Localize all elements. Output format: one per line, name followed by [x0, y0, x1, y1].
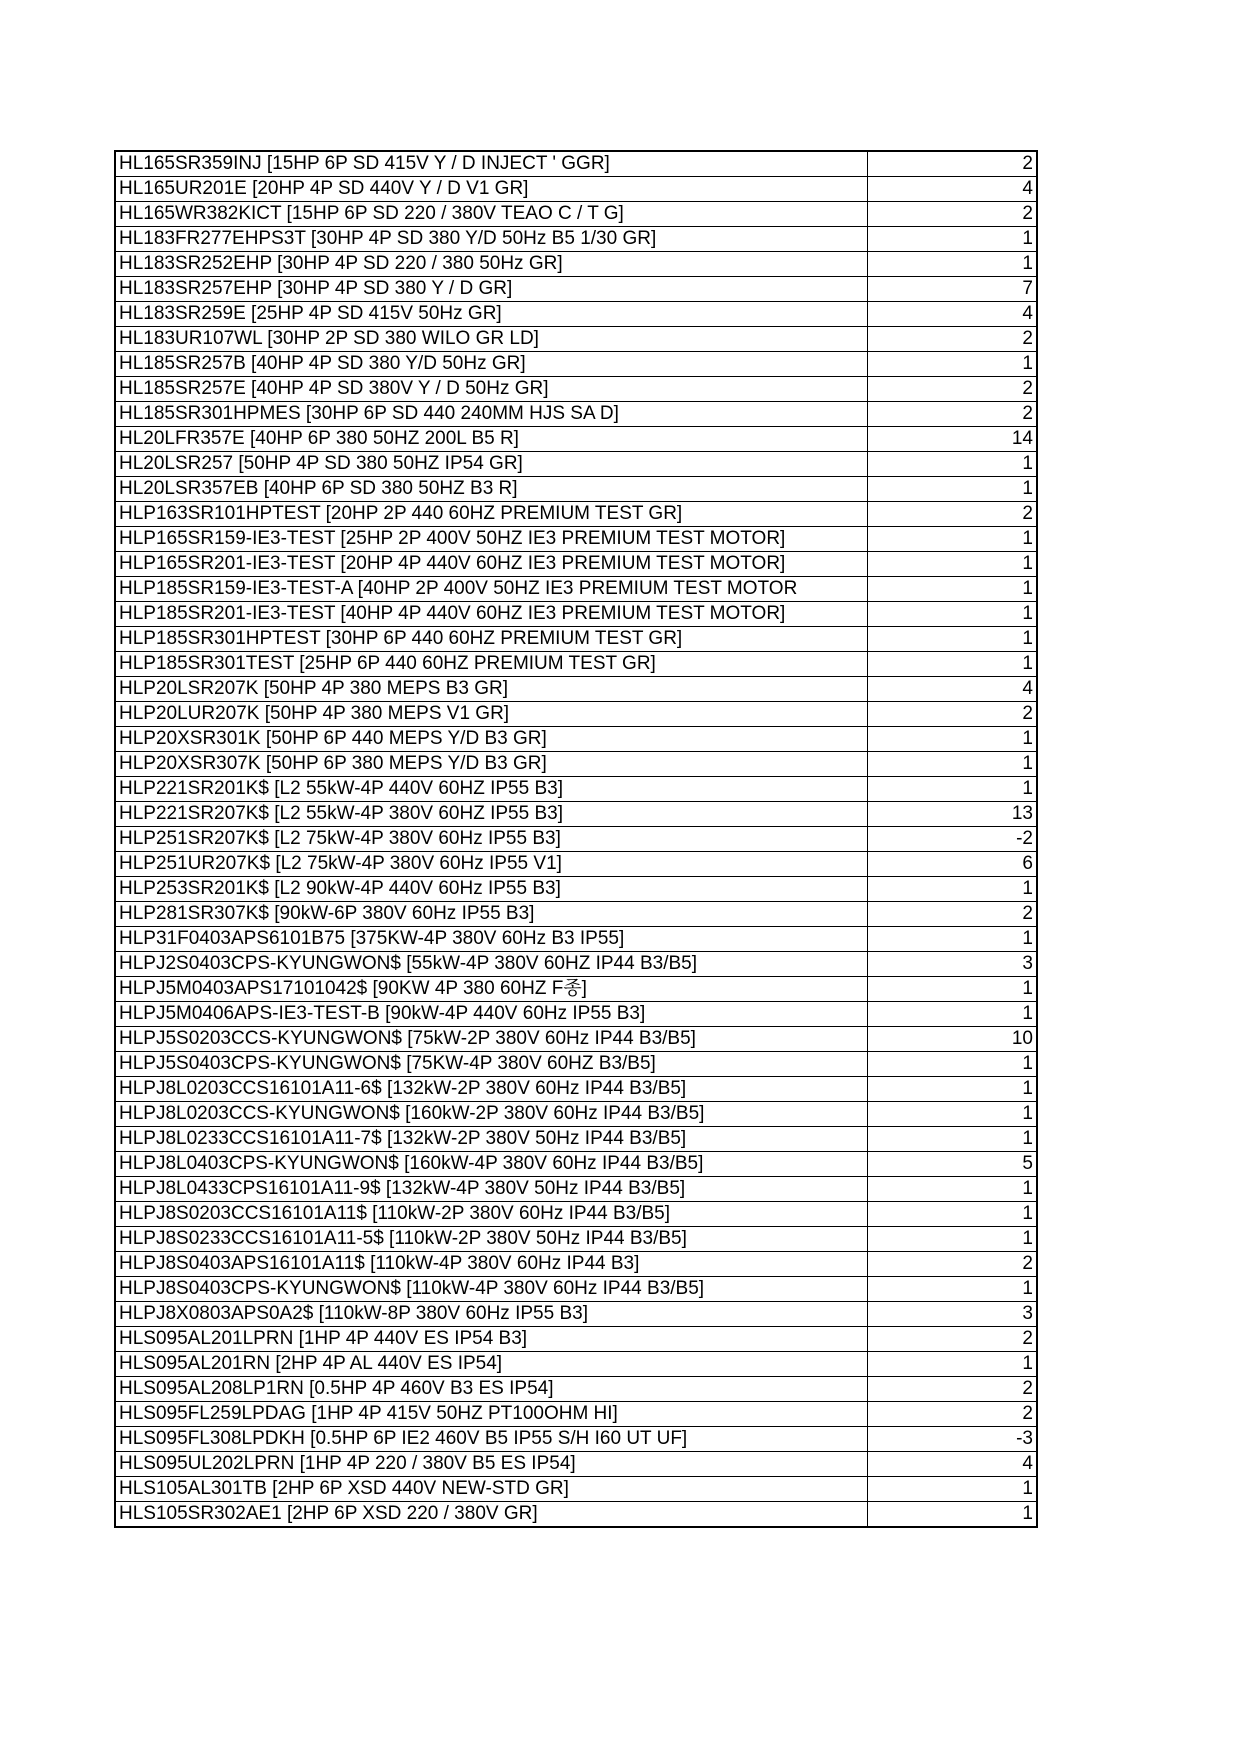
- quantity-cell: 10: [867, 1027, 1037, 1052]
- table-row: [115, 227, 1037, 252]
- item-description-cell: HLP185SR301TEST [25HP 6P 440 60HZ PREMIUM TEST GR]: [115, 652, 867, 677]
- table-row: [115, 977, 1037, 1002]
- table-row: [115, 1427, 1037, 1452]
- table-row: [115, 151, 1037, 177]
- table-row: [115, 1077, 1037, 1102]
- item-description-cell: HLPJ8L0203CCS16101A11-6$ [132kW-2P 380V 60Hz IP44 B3/B5]: [115, 1077, 867, 1102]
- item-description-cell: HL185SR257B [40HP 4P SD 380 Y/D 50Hz GR]: [115, 352, 867, 377]
- quantity-cell: 1: [867, 1202, 1037, 1227]
- item-description-cell: HLP251SR207K$ [L2 75kW-4P 380V 60Hz IP55 B3]: [115, 827, 867, 852]
- table-row: [115, 1277, 1037, 1302]
- table-row: [115, 177, 1037, 202]
- table-row: [115, 452, 1037, 477]
- item-description-cell: HLP185SR201-IE3-TEST [40HP 4P 440V 60HZ IE3 PREMIUM TEST MOTOR]: [115, 602, 867, 627]
- quantity-cell: 14: [867, 427, 1037, 452]
- table-row: [115, 527, 1037, 552]
- quantity-cell: 1: [867, 877, 1037, 902]
- table-row: [115, 827, 1037, 852]
- quantity-cell: 1: [867, 1127, 1037, 1152]
- item-description-cell: HLP20LUR207K [50HP 4P 380 MEPS V1 GR]: [115, 702, 867, 727]
- table-row: [115, 802, 1037, 827]
- quantity-cell: 1: [867, 1352, 1037, 1377]
- item-description-cell: HLPJ8L0403CPS-KYUNGWON$ [160kW-4P 380V 60Hz IP44 B3/B5]: [115, 1152, 867, 1177]
- table-row: [115, 1002, 1037, 1027]
- item-description-cell: HLP20XSR307K [50HP 6P 380 MEPS Y/D B3 GR]: [115, 752, 867, 777]
- item-description-cell: HLP165SR201-IE3-TEST [20HP 4P 440V 60HZ IE3 PREMIUM TEST MOTOR]: [115, 552, 867, 577]
- item-description-cell: HLS095AL201RN [2HP 4P AL 440V ES IP54]: [115, 1352, 867, 1377]
- table-row: [115, 1477, 1037, 1502]
- table-row: [115, 1502, 1037, 1528]
- table-row: [115, 1352, 1037, 1377]
- quantity-cell: 7: [867, 277, 1037, 302]
- item-description-cell: HLPJ5M0406APS-IE3-TEST-B [90kW-4P 440V 60Hz IP55 B3]: [115, 1002, 867, 1027]
- item-description-cell: HLP165SR159-IE3-TEST [25HP 2P 400V 50HZ IE3 PREMIUM TEST MOTOR]: [115, 527, 867, 552]
- item-description-cell: HLP185SR301HPTEST [30HP 6P 440 60HZ PREMIUM TEST GR]: [115, 627, 867, 652]
- quantity-cell: 1: [867, 1277, 1037, 1302]
- table-row: [115, 1027, 1037, 1052]
- quantity-cell: 1: [867, 602, 1037, 627]
- table-row: [115, 852, 1037, 877]
- table-row: [115, 752, 1037, 777]
- quantity-cell: 2: [867, 202, 1037, 227]
- table-row: [115, 402, 1037, 427]
- table-row: [115, 877, 1037, 902]
- quantity-cell: 2: [867, 702, 1037, 727]
- item-description-cell: HLS095AL201LPRN [1HP 4P 440V ES IP54 B3]: [115, 1327, 867, 1352]
- item-description-cell: HLPJ8S0203CCS16101A11$ [110kW-2P 380V 60Hz IP44 B3/B5]: [115, 1202, 867, 1227]
- table-row: [115, 1302, 1037, 1327]
- item-description-cell: HLPJ8L0433CPS16101A11-9$ [132kW-4P 380V 50Hz IP44 B3/B5]: [115, 1177, 867, 1202]
- item-description-cell: HLP20XSR301K [50HP 6P 440 MEPS Y/D B3 GR]: [115, 727, 867, 752]
- item-description-cell: HL20LSR257 [50HP 4P SD 380 50HZ IP54 GR]: [115, 452, 867, 477]
- item-description-cell: HLP221SR207K$ [L2 55kW-4P 380V 60HZ IP55 B3]: [115, 802, 867, 827]
- quantity-cell: -2: [867, 827, 1037, 852]
- table-row: [115, 202, 1037, 227]
- table-row: [115, 777, 1037, 802]
- table-row: [115, 1052, 1037, 1077]
- item-description-cell: HLP281SR307K$ [90kW-6P 380V 60Hz IP55 B3]: [115, 902, 867, 927]
- table-row: [115, 1452, 1037, 1477]
- quantity-cell: 1: [867, 1227, 1037, 1252]
- quantity-cell: 2: [867, 1327, 1037, 1352]
- quantity-cell: 1: [867, 752, 1037, 777]
- quantity-cell: 1: [867, 577, 1037, 602]
- table-row: [115, 1377, 1037, 1402]
- quantity-cell: 1: [867, 1102, 1037, 1127]
- table-row: [115, 1202, 1037, 1227]
- item-description-cell: HLPJ8L0233CCS16101A11-7$ [132kW-2P 380V 50Hz IP44 B3/B5]: [115, 1127, 867, 1152]
- item-description-cell: HL185SR257E [40HP 4P SD 380V Y / D 50Hz GR]: [115, 377, 867, 402]
- item-description-cell: HLPJ8S0403CPS-KYUNGWON$ [110kW-4P 380V 60Hz IP44 B3/B5]: [115, 1277, 867, 1302]
- table-row: [115, 602, 1037, 627]
- table-row: [115, 502, 1037, 527]
- quantity-cell: 2: [867, 327, 1037, 352]
- item-description-cell: HLP185SR159-IE3-TEST-A [40HP 2P 400V 50HZ IE3 PREMIUM TEST MOTOR: [115, 577, 867, 602]
- item-description-cell: HLPJ8L0203CCS-KYUNGWON$ [160kW-2P 380V 60Hz IP44 B3/B5]: [115, 1102, 867, 1127]
- quantity-cell: 1: [867, 1077, 1037, 1102]
- table-row: [115, 1252, 1037, 1277]
- table-row: [115, 1227, 1037, 1252]
- table-row: [115, 477, 1037, 502]
- quantity-cell: 1: [867, 352, 1037, 377]
- item-description-cell: HLPJ8S0403APS16101A11$ [110kW-4P 380V 60Hz IP44 B3]: [115, 1252, 867, 1277]
- quantity-cell: 4: [867, 302, 1037, 327]
- table-row: [115, 427, 1037, 452]
- quantity-cell: 3: [867, 1302, 1037, 1327]
- table-row: [115, 677, 1037, 702]
- quantity-cell: 1: [867, 452, 1037, 477]
- table-row: [115, 277, 1037, 302]
- quantity-cell: 1: [867, 477, 1037, 502]
- item-description-cell: HLPJ8X0803APS0A2$ [110kW-8P 380V 60Hz IP55 B3]: [115, 1302, 867, 1327]
- quantity-cell: 1: [867, 652, 1037, 677]
- item-description-cell: HLP221SR201K$ [L2 55kW-4P 440V 60HZ IP55 B3]: [115, 777, 867, 802]
- quantity-cell: 1: [867, 1502, 1037, 1528]
- quantity-cell: 13: [867, 802, 1037, 827]
- table-row: [115, 702, 1037, 727]
- quantity-cell: -3: [867, 1427, 1037, 1452]
- quantity-cell: 2: [867, 1252, 1037, 1277]
- quantity-cell: 1: [867, 552, 1037, 577]
- quantity-cell: 1: [867, 1177, 1037, 1202]
- table-row: [115, 627, 1037, 652]
- item-description-cell: HL165UR201E [20HP 4P SD 440V Y / D V1 GR]: [115, 177, 867, 202]
- table-row: [115, 327, 1037, 352]
- item-description-cell: HLPJ5S0403CPS-KYUNGWON$ [75KW-4P 380V 60HZ B3/B5]: [115, 1052, 867, 1077]
- table-row: [115, 577, 1037, 602]
- quantity-cell: 1: [867, 977, 1037, 1002]
- item-description-cell: HLP251UR207K$ [L2 75kW-4P 380V 60Hz IP55 V1]: [115, 852, 867, 877]
- quantity-cell: 1: [867, 252, 1037, 277]
- item-description-cell: HL183UR107WL [30HP 2P SD 380 WILO GR LD]: [115, 327, 867, 352]
- item-description-cell: HL183FR277EHPS3T [30HP 4P SD 380 Y/D 50Hz B5 1/30 GR]: [115, 227, 867, 252]
- item-description-cell: HLP163SR101HPTEST [20HP 2P 440 60HZ PREMIUM TEST GR]: [115, 502, 867, 527]
- quantity-cell: 1: [867, 627, 1037, 652]
- inventory-table: [114, 150, 1038, 1528]
- table-row: [115, 902, 1037, 927]
- quantity-cell: 1: [867, 1477, 1037, 1502]
- item-description-cell: HLP20LSR207K [50HP 4P 380 MEPS B3 GR]: [115, 677, 867, 702]
- item-description-cell: HLPJ2S0403CPS-KYUNGWON$ [55kW-4P 380V 60HZ IP44 B3/B5]: [115, 952, 867, 977]
- table-row: [115, 652, 1037, 677]
- quantity-cell: 1: [867, 727, 1037, 752]
- item-description-cell: HL183SR259E [25HP 4P SD 415V 50Hz GR]: [115, 302, 867, 327]
- table-row: [115, 1102, 1037, 1127]
- item-description-cell: HLS095AL208LP1RN [0.5HP 4P 460V B3 ES IP54]: [115, 1377, 867, 1402]
- quantity-cell: 1: [867, 1002, 1037, 1027]
- quantity-cell: 1: [867, 1052, 1037, 1077]
- quantity-cell: 1: [867, 527, 1037, 552]
- item-description-cell: HLPJ8S0233CCS16101A11-5$ [110kW-2P 380V 50Hz IP44 B3/B5]: [115, 1227, 867, 1252]
- quantity-cell: 2: [867, 1402, 1037, 1427]
- item-description-cell: HLS095FL308LPDKH [0.5HP 6P IE2 460V B5 IP55 S/H I60 UT UF]: [115, 1427, 867, 1452]
- quantity-cell: 2: [867, 1377, 1037, 1402]
- table-row: [115, 927, 1037, 952]
- item-description-cell: HLPJ5M0403APS17101042$ [90KW 4P 380 60HZ F종]: [115, 977, 867, 1002]
- quantity-cell: 1: [867, 777, 1037, 802]
- item-description-cell: HL165WR382KICT [15HP 6P SD 220 / 380V TEAO C / T G]: [115, 202, 867, 227]
- table-row: [115, 1152, 1037, 1177]
- quantity-cell: 2: [867, 151, 1037, 177]
- item-description-cell: HLS095FL259LPDAG [1HP 4P 415V 50HZ PT100OHM HI]: [115, 1402, 867, 1427]
- table-row: [115, 552, 1037, 577]
- table-row: [115, 252, 1037, 277]
- quantity-cell: 2: [867, 377, 1037, 402]
- quantity-cell: 2: [867, 402, 1037, 427]
- item-description-cell: HLPJ5S0203CCS-KYUNGWON$ [75kW-2P 380V 60Hz IP44 B3/B5]: [115, 1027, 867, 1052]
- quantity-cell: 3: [867, 952, 1037, 977]
- table-row: [115, 1402, 1037, 1427]
- item-description-cell: HL183SR252EHP [30HP 4P SD 220 / 380 50Hz GR]: [115, 252, 867, 277]
- table-row: [115, 1127, 1037, 1152]
- item-description-cell: HLP253SR201K$ [L2 90kW-4P 440V 60Hz IP55 B3]: [115, 877, 867, 902]
- item-description-cell: HL165SR359INJ [15HP 6P SD 415V Y / D INJECT ' GGR]: [115, 151, 867, 177]
- quantity-cell: 6: [867, 852, 1037, 877]
- quantity-cell: 1: [867, 227, 1037, 252]
- quantity-cell: 1: [867, 927, 1037, 952]
- item-description-cell: HL185SR301HPMES [30HP 6P SD 440 240MM HJS SA D]: [115, 402, 867, 427]
- quantity-cell: 2: [867, 902, 1037, 927]
- item-description-cell: HLS095UL202LPRN [1HP 4P 220 / 380V B5 ES IP54]: [115, 1452, 867, 1477]
- table-row: [115, 302, 1037, 327]
- item-description-cell: HL20LSR357EB [40HP 6P SD 380 50HZ B3 R]: [115, 477, 867, 502]
- table-row: [115, 727, 1037, 752]
- item-description-cell: HL20LFR357E [40HP 6P 380 50HZ 200L B5 R]: [115, 427, 867, 452]
- item-description-cell: HL183SR257EHP [30HP 4P SD 380 Y / D GR]: [115, 277, 867, 302]
- quantity-cell: 4: [867, 177, 1037, 202]
- quantity-cell: 4: [867, 677, 1037, 702]
- quantity-cell: 4: [867, 1452, 1037, 1477]
- item-description-cell: HLS105SR302AE1 [2HP 6P XSD 220 / 380V GR]: [115, 1502, 867, 1528]
- table-row: [115, 377, 1037, 402]
- quantity-cell: 5: [867, 1152, 1037, 1177]
- table-row: [115, 1177, 1037, 1202]
- table-row: [115, 1327, 1037, 1352]
- table-row: [115, 352, 1037, 377]
- inventory-table-body: [115, 151, 1037, 1527]
- item-description-cell: HLS105AL301TB [2HP 6P XSD 440V NEW-STD GR]: [115, 1477, 867, 1502]
- item-description-cell: HLP31F0403APS6101B75 [375KW-4P 380V 60Hz B3 IP55]: [115, 927, 867, 952]
- table-row: [115, 952, 1037, 977]
- quantity-cell: 2: [867, 502, 1037, 527]
